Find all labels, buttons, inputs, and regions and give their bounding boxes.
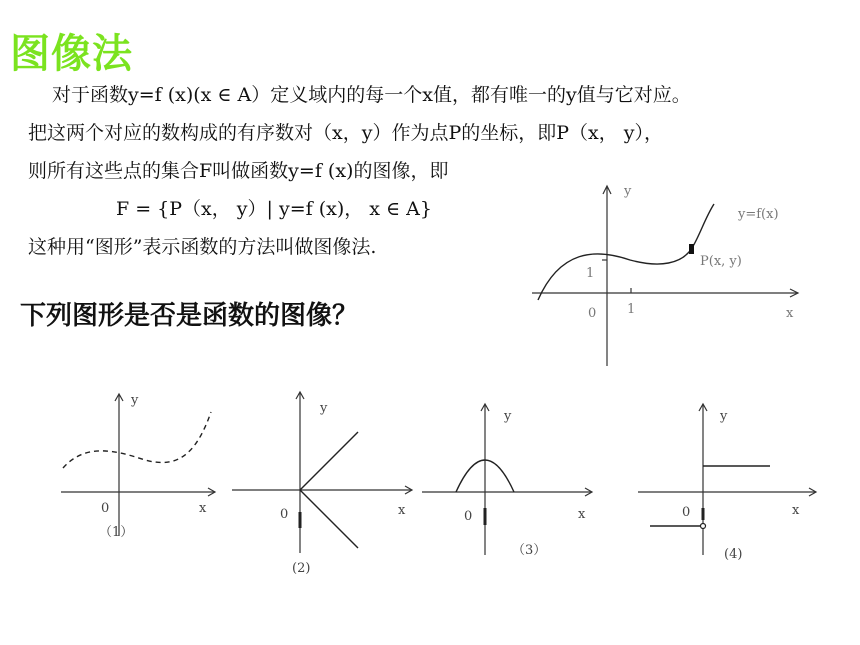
graph-3-x-label: x [578,507,586,522]
point-p-marker [689,244,694,254]
slide-title: 图像法 [10,31,133,77]
main-origin-label: 0 [588,306,597,321]
ray-lower [300,490,358,548]
graph-1 [55,388,225,548]
graph-1-caption: （1） [99,525,134,540]
graph-3-caption: （3） [512,543,547,558]
lower-endpoint [701,524,706,529]
point-p-label: P(x, y) [700,254,742,269]
graph-2-x-label: x [398,503,406,518]
graph-1-x-label: x [199,501,207,516]
main-y-tick-label: 1 [586,266,595,281]
graph-2 [230,388,420,583]
ray-upper [300,432,358,490]
definition-line-1: 对于函数y=f (x)(x ∈ A）定义域内的每一个x值，都有唯一的y值与它对应。 [52,84,691,106]
graph-4-y-label: y [720,409,728,424]
graph-2-caption: (2) [292,561,311,576]
main-x-tick-label: 1 [627,302,636,317]
dashed-curve [63,412,211,468]
graph-3-origin-label: 0 [464,509,473,524]
definition-formula: F = {P（x， y）| y=f (x)， x ∈ A} [116,198,432,220]
main-function-graph [520,180,820,370]
main-x-label: x [786,306,794,321]
curve-label: y=f(x) [738,207,779,222]
graph-1-y-label: y [131,393,139,408]
definition-line-3: 则所有这些点的集合F叫做函数y=f (x)的图像，即 [28,160,449,182]
definition-line-5: 这种用“图形”表示函数的方法叫做图像法. [28,236,377,258]
graph-2-y-label: y [320,401,328,416]
graph-4 [636,400,826,565]
main-y-label: y [624,184,632,199]
graph-2-origin-label: 0 [280,507,289,522]
graph-4-caption: (4) [724,547,743,562]
graph-4-x-label: x [792,503,800,518]
graph-3-y-label: y [504,409,512,424]
definition-line-2: 把这两个对应的数构成的有序数对（x，y）作为点P的坐标，即P（x， y）， [28,122,664,144]
graph-4-origin-label: 0 [682,505,691,520]
question-heading: 下列图形是否是函数的图像？ [20,301,359,331]
graph-1-origin-label: 0 [101,501,110,516]
graph-3 [420,400,600,560]
function-curve [538,204,714,300]
